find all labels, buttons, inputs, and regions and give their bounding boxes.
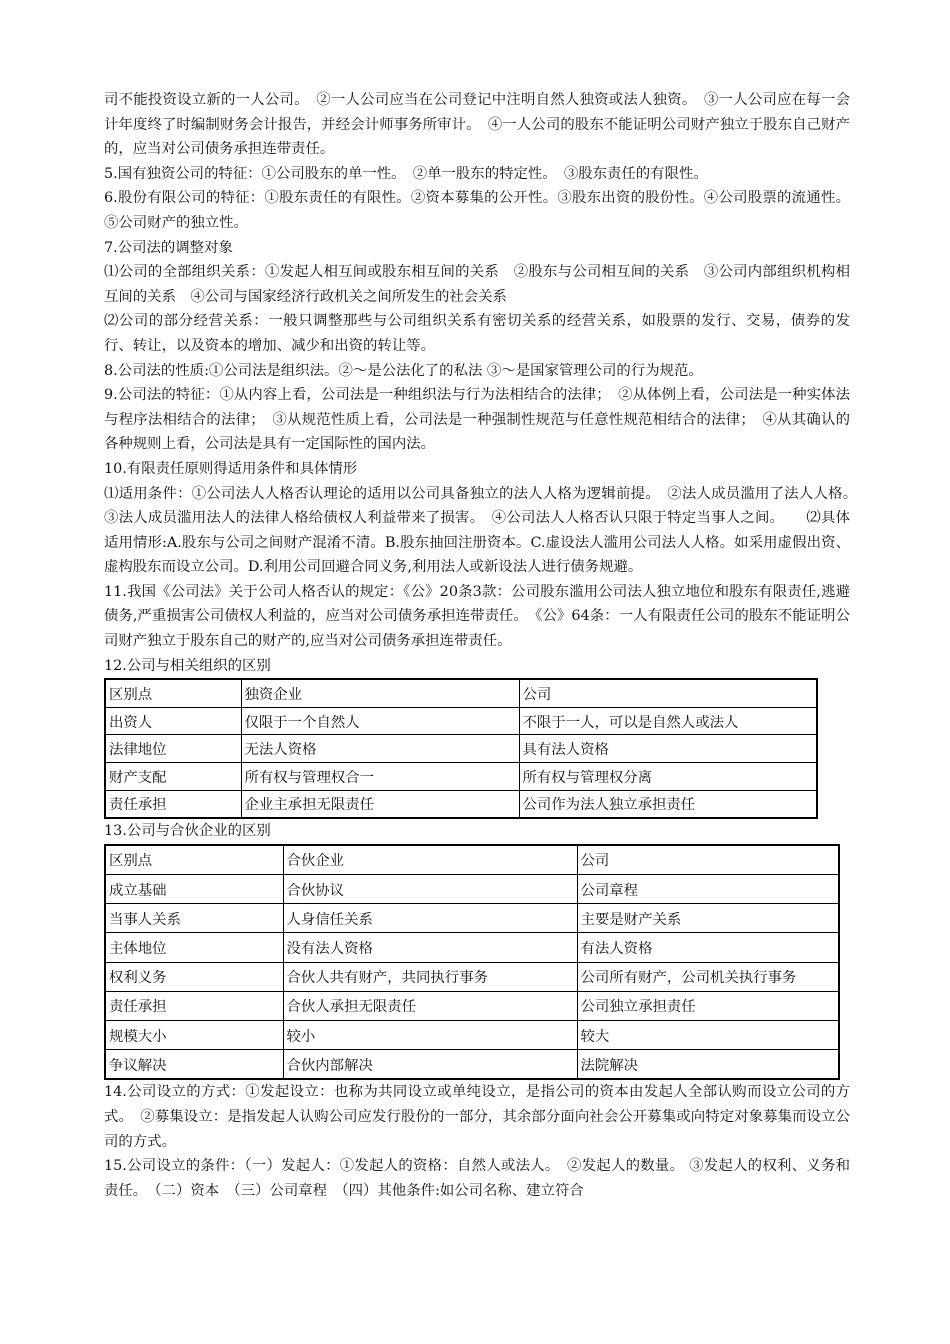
table-cell: 责任承担 (105, 991, 283, 1020)
paragraph-10-conditions: ⑴适用条件：①公司法人人格否认理论的适用以公司具备独立的法人人格为逻辑前提。 ②法人成员滥用了法人人格。 ③法人成员滥用法人的法律人格给债权人利益带来了损害。 ④公司法人人格否认只限于特定当事人之间。 ⑵具体适用情形:A.股东与公司之间财产混淆不清。B.股东抽回注册资本。C.虚设法人滥用公司法人人格。如采用虚假出资、虚构股东而设立公司。D.利用公司回避合同义务,利用法人或新设法人进行债务规避。 (104, 485, 865, 576)
heading-10-limited-liability: 10.有限责任原则得适用条件和具体情形 (104, 460, 358, 477)
table-row (105, 1020, 839, 1049)
table-cell: 企业主承担无限责任 (241, 790, 519, 818)
paragraph-6-joint-stock: 6.股份有限公司的特征：①股东责任的有限性。②资本募集的公开性。③股东出资的股份性。④公司股票的流通性。⑤公司财产的独立性。 (104, 190, 850, 231)
table-cell: 独资企业 (241, 679, 519, 707)
table-cell: 主要是财产关系 (577, 904, 839, 933)
table-cell: 公司 (577, 845, 839, 875)
paragraph-5-state-owned: 5.国有独资公司的特征：①公司股东的单一性。 ②单一股东的特定性。 ③股东责任的有限性。 (104, 165, 708, 182)
table-cell: 法律地位 (105, 735, 241, 763)
paragraph-9-features: 9.公司法的特征：①从内容上看，公司法是一种组织法与行为法相结合的法律； ②从体例上看，公司法是一种实体法与程序法相结合的法律； ③从规范性质上看，公司法是一种强制性规范与任意性规范相结合的法律； ④从其确认的各种规则上看，公司法是具有一定国际性的国内法。 (104, 387, 850, 453)
table-company-vs-partnership (104, 844, 840, 1081)
table-cell: 公司独立承担责任 (577, 991, 839, 1020)
paragraph-15-establishment-conditions: 15.公司设立的条件：（一）发起人：①发起人的资格：自然人或法人。 ②发起人的数量。 ③发起人的权利、义务和责任。 （二）资本 （三）公司章程 （四）其他条件:如公司名称、建立符合 (104, 1158, 850, 1199)
heading-7-adjustment-object: 7.公司法的调整对象 (104, 239, 233, 256)
table-cell: 主体地位 (105, 933, 283, 962)
table-cell: 争议解决 (105, 1050, 283, 1080)
table-cell: 合伙内部解决 (283, 1050, 577, 1080)
table-row (105, 679, 817, 707)
table-row (105, 933, 839, 962)
table-cell: 责任承担 (105, 790, 241, 818)
table-cell: 公司所有财产，公司机关执行事务 (577, 962, 839, 991)
table-cell: 不限于一人，可以是自然人或法人 (519, 707, 817, 735)
table-cell: 仅限于一个自然人 (241, 707, 519, 735)
paragraph-11-piercing: 11.我国《公司法》关于公司人格否认的规定：《公》20条3款：公司股东滥用公司法人独立地位和股东有限责任,逃避债务,严重损害公司债权人利益的，应当对公司债务承担连带责任。 《公》64条：一人有限责任公司的股东不能证明公司财产独立于股东自己的财产的,应当对公司债务承担连带责任。 (104, 583, 850, 650)
table-row (105, 707, 817, 735)
table-cell: 财产支配 (105, 763, 241, 791)
table-row (105, 991, 839, 1020)
paragraph-one-person-company: 司不能投资设立新的一人公司。 ②一人公司应当在公司登记中注明自然人独资或法人独资。 ③一人公司应在每一会计年度终了时编制财务会计报告，并经会计师事务所审计。 ④一人公司的股东不能证明公司财产独立于股东自己财产的，应当对公司债务承担连带责任。 (104, 92, 850, 158)
table-cell: 规模大小 (105, 1020, 283, 1049)
table-row (105, 904, 839, 933)
paragraph-7-2: ⑵公司的部分经营关系：一般只调整那些与公司组织关系有密切关系的经营关系，如股票的发行、交易，债券的发行、转让，以及资本的增加、减少和出资的转让等。 (104, 313, 850, 354)
table-cell: 合伙协议 (283, 875, 577, 904)
table-cell: 人身信任关系 (283, 904, 577, 933)
table-cell: 当事人关系 (105, 904, 283, 933)
table-cell: 合伙人共有财产，共同执行事务 (283, 962, 577, 991)
table-cell: 合伙人承担无限责任 (283, 991, 577, 1020)
table-cell: 有法人资格 (577, 933, 839, 962)
table-cell: 区别点 (105, 845, 283, 875)
paragraph-14-establishment-methods: 14.公司设立的方式：①发起设立：也称为共同设立或单纯设立，是指公司的资本由发起人全部认购而设立公司的方式。 ②募集设立：是指发起人认购公司应发行股份的一部分，其余部分面向社会公开募集或向特定对象募集而设立公司的方式。 (104, 1084, 850, 1150)
table-cell: 较小 (283, 1020, 577, 1049)
table-row (105, 962, 839, 991)
table-cell: 法院解决 (577, 1050, 839, 1080)
table-cell: 权利义务 (105, 962, 283, 991)
table-cell: 没有法人资格 (283, 933, 577, 962)
table-company-vs-sole-proprietorship (104, 678, 818, 819)
table-row (105, 763, 817, 791)
paragraph-7-1: ⑴公司的全部组织关系：①发起人相互间或股东相互间的关系 ②股东与公司相互间的关系 ③公司内部组织机构相互间的关系 ④公司与国家经济行政机关之间所发生的社会关系 (104, 264, 850, 305)
table-cell: 具有法人资格 (519, 735, 817, 763)
table-row (105, 735, 817, 763)
table-cell: 区别点 (105, 679, 241, 707)
document-page (104, 88, 865, 1203)
table-row (105, 1050, 839, 1080)
table12-caption: 12.公司与相关组织的区别 (104, 657, 271, 674)
table-cell: 所有权与管理权合一 (241, 763, 519, 791)
paragraph-8-nature: 8.公司法的性质:①公司法是组织法。②～是公法化了的私法 ③～是国家管理公司的行为规范。 (104, 362, 703, 379)
table-row (105, 875, 839, 904)
table-cell: 较大 (577, 1020, 839, 1049)
table-cell: 公司 (519, 679, 817, 707)
table-cell: 公司章程 (577, 875, 839, 904)
table-row (105, 845, 839, 875)
table-row (105, 790, 817, 818)
table-cell: 出资人 (105, 707, 241, 735)
table13-caption: 13.公司与合伙企业的区别 (104, 823, 271, 840)
table-cell: 成立基础 (105, 875, 283, 904)
table-cell: 公司作为法人独立承担责任 (519, 790, 817, 818)
table-cell: 所有权与管理权分离 (519, 763, 817, 791)
table-cell: 合伙企业 (283, 845, 577, 875)
table-cell: 无法人资格 (241, 735, 519, 763)
